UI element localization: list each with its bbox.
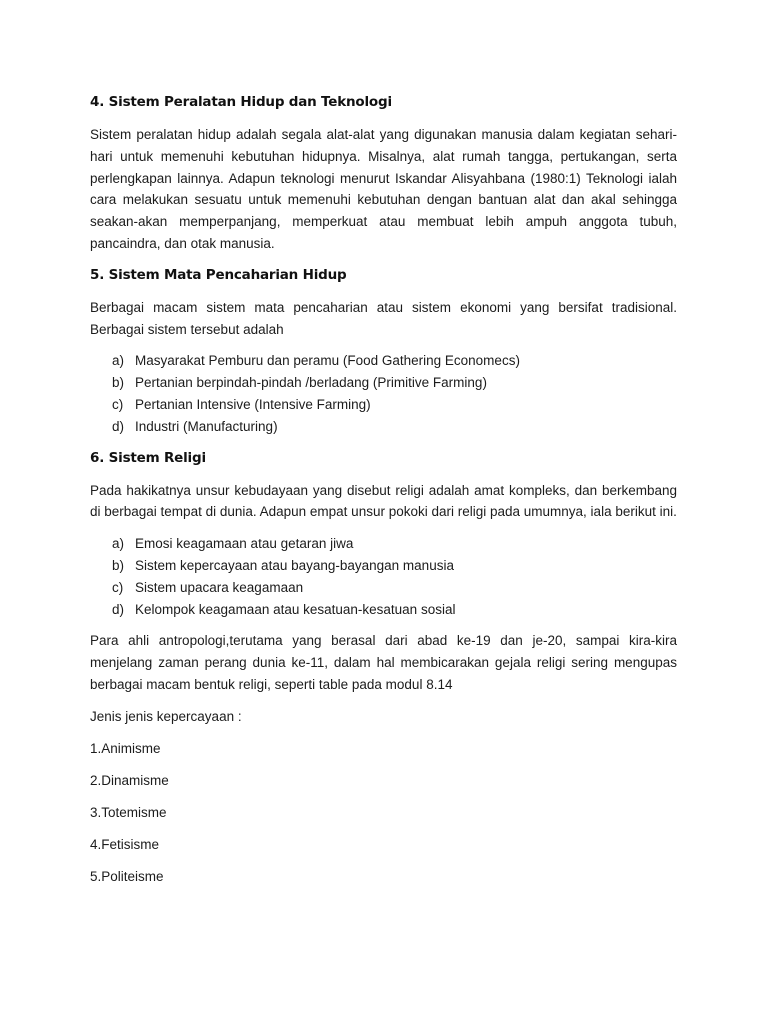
section-4-paragraph: Sistem peralatan hidup adalah segala alat-alat yang digunakan manusia dalam kegiatan sehari-hari untuk memenuhi kebutuhan hidupnya. Misalnya, alat rumah tangga, pertukangan, serta perlengkapan lainnya. Adapun teknologi menurut Iskandar Alisyahbana (1980:1) Teknologi ialah cara melakukan sesuatu untuk memenuhi kebutuhan dengan bantuan alat dan akal sehingga seakan-akan memperpanjang, memperkuat atau membuat lebih ampuh anggota tubuh, pancaindra, dan otak manusia. xyxy=(90,127,677,251)
list-marker: c) xyxy=(112,579,124,595)
section-5-heading: 5. Sistem Mata Pencaharian Hidup xyxy=(90,266,347,283)
list-item-text: Masyarakat Pemburu dan peramu (Food Gathering Economecs) xyxy=(135,353,520,369)
list-item xyxy=(90,555,677,577)
beliefs-title: Jenis jenis kepercayaan : xyxy=(90,708,242,724)
section-4-heading: 4. Sistem Peralatan Hidup dan Teknologi xyxy=(90,94,392,110)
list-item-text: Sistem upacara keagamaan xyxy=(135,579,304,595)
belief-item: 4.Fetisisme xyxy=(90,836,160,852)
list-item xyxy=(90,350,677,372)
belief-item: 5.Politeisme xyxy=(90,868,164,884)
list-marker: b) xyxy=(112,375,125,391)
section-5-paragraph: Berbagai macam sistem mata pencaharian atau sistem ekonomi yang bersifat tradisional. Berbagai sistem tersebut adalah xyxy=(90,299,677,337)
belief-item: 2.Dinamisme xyxy=(90,772,169,788)
list-item xyxy=(90,394,677,416)
document-page xyxy=(90,92,677,898)
list-item xyxy=(90,533,677,555)
list-item xyxy=(90,416,677,438)
list-item-text: Sistem kepercayaan atau bayang-bayangan manusia xyxy=(135,557,454,573)
list-marker: d) xyxy=(112,418,125,434)
list-marker: b) xyxy=(112,557,125,573)
list-item xyxy=(90,577,677,599)
list-marker: d) xyxy=(112,601,125,617)
list-item-text: Emosi keagamaan atau getaran jiwa xyxy=(135,536,354,552)
list-item xyxy=(90,599,677,621)
list-item-text: Pertanian berpindah-pindah /berladang (Primitive Farming) xyxy=(135,375,487,391)
list-marker: c) xyxy=(112,396,124,412)
list-item-text: Industri (Manufacturing) xyxy=(135,418,278,434)
section-6-paragraph: Pada hakikatnya unsur kebudayaan yang disebut religi adalah amat kompleks, dan berkembang di berbagai tempat di dunia. Adapun empat unsur pokoki dari religi pada umumnya, iala berikut ini. xyxy=(90,482,677,520)
list-item-text: Pertanian Intensive (Intensive Farming) xyxy=(135,396,371,412)
section-6-heading: 6. Sistem Religi xyxy=(90,449,206,466)
list-item xyxy=(90,372,677,394)
religion-elements-list xyxy=(90,533,677,620)
section-6-paragraph-2: Para ahli antropologi,terutama yang berasal dari abad ke-19 dan je-20, sampai kira-kira menjelang zaman perang dunia ke-11, dalam hal membicarakan gejala religi sering mengupas berbagai macam bentuk religi, seperti table pada modul 8.14 xyxy=(90,633,677,692)
livelihood-list xyxy=(90,350,677,437)
belief-item: 1.Animisme xyxy=(90,740,161,756)
list-marker: a) xyxy=(112,536,125,552)
list-item-text: Kelompok keagamaan atau kesatuan-kesatuan sosial xyxy=(135,601,456,617)
list-marker: a) xyxy=(112,353,125,369)
belief-item: 3.Totemisme xyxy=(90,804,167,820)
